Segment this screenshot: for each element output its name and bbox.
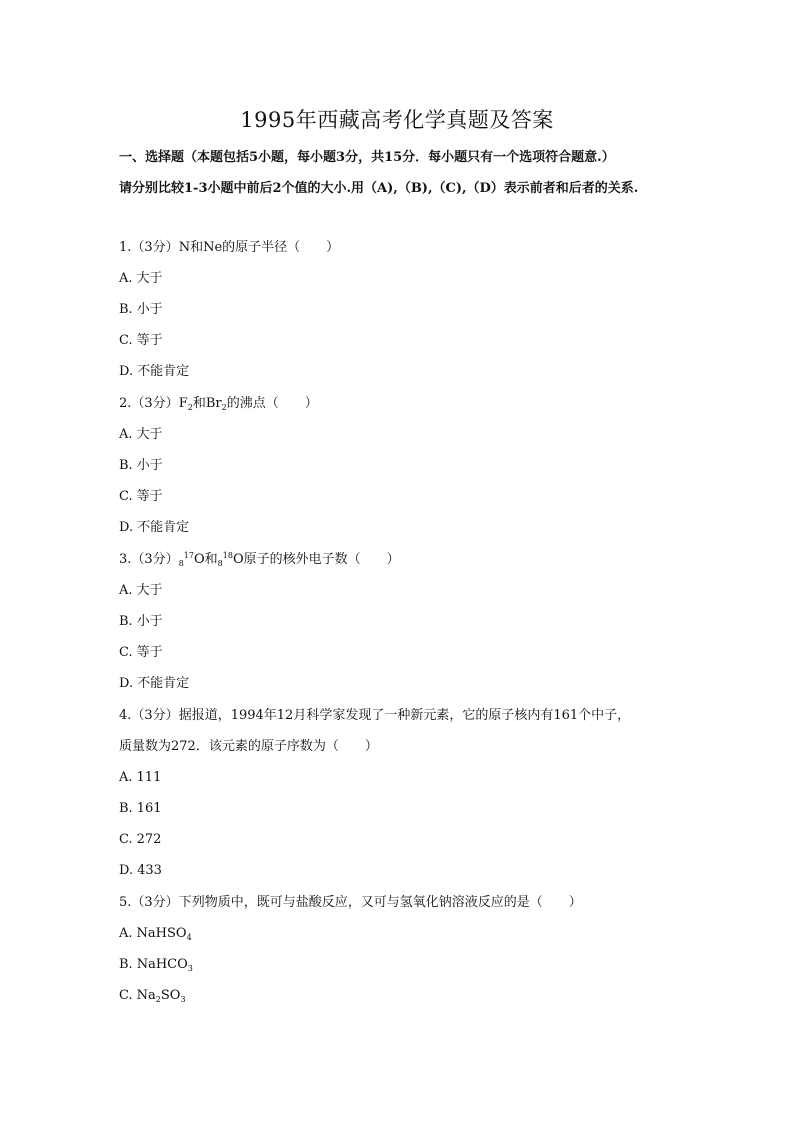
option-text: 433 [137, 863, 162, 878]
question-1-option-b [119, 302, 163, 318]
question-number: 1. [119, 240, 132, 255]
option-letter: D. [119, 863, 134, 878]
option-letter: A. [119, 926, 133, 941]
question-3-option-a [119, 583, 163, 599]
formula-f: F [178, 396, 188, 411]
option-letter: B. [119, 302, 133, 317]
question-5-option-c [119, 988, 186, 1004]
question-4-option-c [119, 832, 161, 848]
formula: Na [136, 988, 156, 1003]
question-3-option-c [119, 645, 163, 661]
question-points: （3分） [131, 396, 179, 411]
question-points: （3分） [131, 240, 179, 255]
question-4-stem-continued: 质量数为272．该元素的原子序数为（ ） [119, 739, 378, 754]
question-text: 下列物质中，既可与盐酸反应，又可与氢氧化钠溶液反应的是（ ） [178, 895, 582, 910]
question-1-option-d [119, 364, 189, 380]
question-3-option-d [119, 676, 189, 692]
option-text: 272 [136, 832, 162, 847]
option-text: 等于 [136, 645, 163, 660]
question-text-mid: 和 [204, 552, 218, 567]
question-text-mid: 和Br [192, 396, 222, 411]
question-points: （3分） [131, 895, 179, 910]
question-2-option-c [119, 489, 163, 505]
mass-number: 18 [222, 551, 233, 560]
question-2-stem [119, 396, 318, 412]
option-letter: D. [119, 676, 134, 691]
question-2-option-d [119, 520, 189, 536]
subscript: 3 [180, 995, 186, 1004]
formula: NaHSO [136, 926, 187, 941]
option-text: 大于 [136, 427, 163, 442]
question-points: （3分） [131, 552, 179, 567]
option-text: 111 [136, 770, 162, 785]
formula: SO [160, 988, 181, 1003]
page-title: 1995年西藏高考化学真题及答案 [240, 108, 554, 132]
question-4-option-a [119, 770, 161, 786]
option-text: 不能肯定 [137, 520, 190, 535]
question-5-option-b [119, 957, 193, 973]
question-5-option-a [119, 926, 192, 942]
option-letter: B. [119, 957, 133, 972]
question-text-end: 原子的核外电子数（ ） [243, 552, 400, 567]
question-4-stem [119, 708, 630, 724]
option-letter: B. [119, 458, 133, 473]
atomic-number: 8 [178, 559, 184, 568]
option-text: 等于 [136, 333, 163, 348]
option-text: 大于 [136, 583, 163, 598]
option-letter: C. [119, 645, 133, 660]
section-instruction: 请分别比较1-3小题中前后2个值的大小.用（A),（B),（C),（D）表示前者和后者的关系. [119, 181, 639, 196]
option-letter: C. [119, 489, 133, 504]
option-text: 大于 [136, 271, 163, 286]
option-text: 小于 [136, 302, 163, 317]
option-text: 等于 [136, 489, 163, 504]
element-symbol: O [232, 552, 244, 567]
question-2-option-b [119, 458, 163, 474]
option-letter: D. [119, 364, 134, 379]
subscript: 3 [187, 964, 193, 973]
question-4-option-b [119, 801, 162, 817]
option-letter: B. [119, 614, 133, 629]
option-letter: B. [119, 801, 133, 816]
question-4-option-d [119, 863, 162, 879]
question-number: 2. [119, 396, 132, 411]
subscript: 2 [155, 995, 161, 1004]
option-text: 小于 [136, 458, 163, 473]
question-number: 5. [119, 895, 132, 910]
subscript: 2 [221, 403, 227, 412]
atomic-number: 8 [217, 559, 223, 568]
option-letter: C. [119, 832, 133, 847]
question-3-option-b [119, 614, 163, 630]
subscript: 2 [187, 403, 193, 412]
question-1-option-c [119, 333, 163, 349]
question-points: （3分） [131, 708, 179, 723]
mass-number: 17 [183, 551, 194, 560]
option-text: 不能肯定 [137, 364, 190, 379]
question-number: 3. [119, 552, 132, 567]
question-1-option-a [119, 271, 163, 287]
option-text: 小于 [136, 614, 163, 629]
question-2-option-a [119, 427, 163, 443]
option-letter: C. [119, 988, 133, 1003]
formula: NaHCO [136, 957, 188, 972]
element-symbol: O [193, 552, 205, 567]
option-letter: A. [119, 427, 133, 442]
question-text-end: 的沸点（ ） [226, 396, 318, 411]
option-text: 不能肯定 [137, 676, 190, 691]
question-3-stem [119, 552, 400, 568]
option-letter: A. [119, 271, 133, 286]
section-heading: 一、选择题（本题包括5小题，每小题3分，共15分．每小题只有一个选项符合题意.） [119, 150, 615, 165]
option-letter: C. [119, 333, 133, 348]
question-text: 据报道，1994年12月科学家发现了一种新元素，它的原子核内有161个中子， [178, 708, 631, 723]
option-letter: A. [119, 583, 133, 598]
question-text: N和Ne的原子半径（ ） [178, 240, 340, 255]
subscript: 4 [186, 933, 192, 942]
question-5-stem [119, 895, 582, 911]
question-number: 4. [119, 708, 132, 723]
option-letter: D. [119, 520, 134, 535]
option-text: 161 [136, 801, 162, 816]
question-1-stem [119, 240, 339, 256]
option-letter: A. [119, 770, 133, 785]
